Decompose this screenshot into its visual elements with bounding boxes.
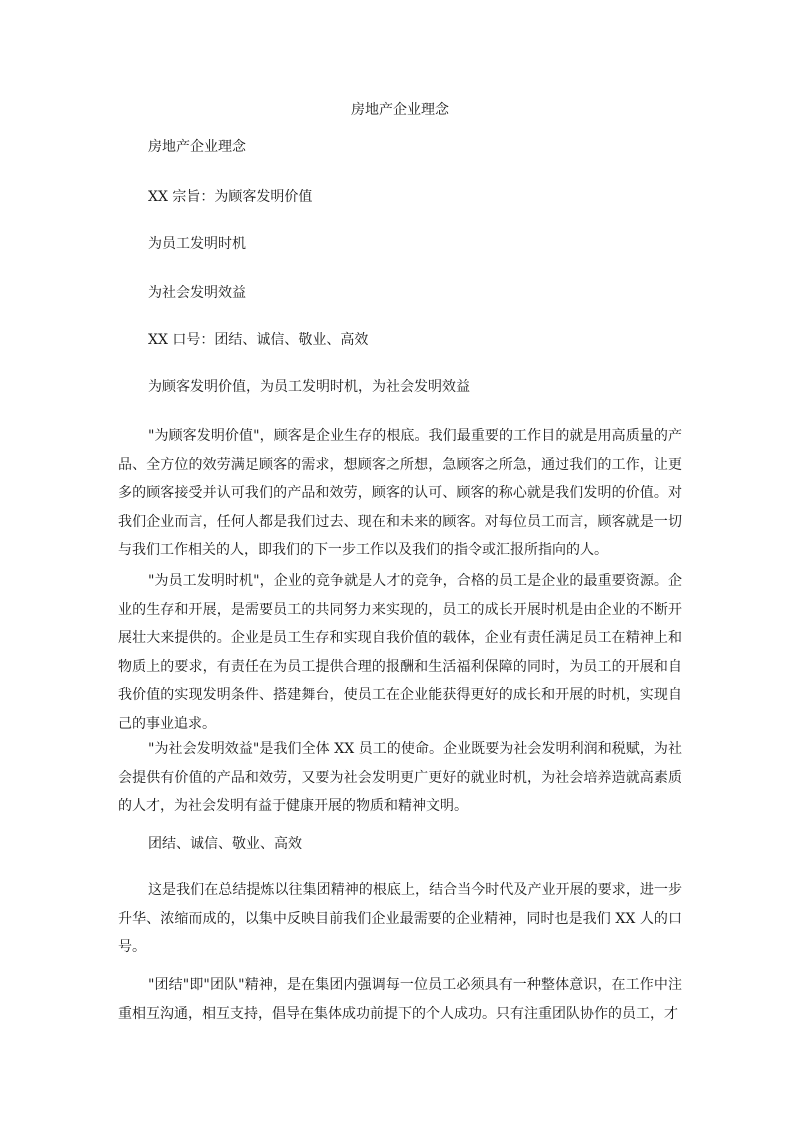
purpose-item-employee: 为员工发明时机 xyxy=(148,236,246,252)
document-title: 房地产企业理念 xyxy=(351,102,449,118)
paragraph-spirit: 这是我们在总结提炼以往集团精神的根底上，结合当今时代及产业开展的要求，进一步升华、浓缩而成的，以集中反映目前我们企业最需要的企业精神，同时也是我们 XX 人的口号。 xyxy=(118,882,682,955)
document-heading: 房地产企业理念 xyxy=(148,139,246,155)
paragraph-customer: "为顾客发明价值"，顾客是企业生存的根底。我们最重要的工作目的就是用高质量的产品、全方位的效劳满足顾客的需求，想顾客之所想，急顾客之所急，通过我们的工作，让更多的顾客接受并认可我们的产品和效劳，顾客的认可、顾客的称心就是我们发明的价值。对我们企业而言，任何人都是我们过去、现在和未来的顾客。对每位员工而言，顾客就是一切与我们工作相关的人，即我们的下一步工作以及我们的指令或汇报所指向的人。 xyxy=(118,428,682,558)
paragraph-unity: "团结"即"团队"精神，是在集团内强调每一位员工必须具有一种整体意识，在工作中注重相互沟通，相互支持，倡导在集体成功前提下的个人成功。只有注重团队协作的员工，才 xyxy=(118,977,682,1022)
purpose-item-society: 为社会发明效益 xyxy=(148,285,246,301)
spirit-line: 团结、诚信、敬业、高效 xyxy=(148,836,302,852)
purpose-line: XX 宗旨：为顾客发明价值 xyxy=(148,189,313,205)
paragraph-employee: "为员工发明时机"，企业的竞争就是人才的竞争，合格的员工是企业的最重要资源。企业的生存和开展，是需要员工的共同努力来实现的，员工的成长开展时机是由企业的不断开展壮大来提供的。企业是员工生存和实现自我价值的载体，企业有责任满足员工在精神上和物质上的要求，有责任在为员工提供合理的报酬和生活福利保障的同时，为员工的开展和自我价值的实现发明条件、搭建舞台，使员工在企业能获得更好的成长和开展的时机，实现自己的事业追求。 xyxy=(118,573,682,732)
paragraph-society: "为社会发明效益"是我们全体 XX 员工的使命。企业既要为社会发明利润和税赋，为社会提供有价值的产品和效劳，又要为社会发明更广更好的就业时机，为社会培养造就高素质的人才，为社会发明有益于健康开展的物质和精神文明。 xyxy=(118,741,682,814)
slogan-line: XX 口号：团结、诚信、敬业、高效 xyxy=(148,332,369,348)
summary-line: 为顾客发明价值，为员工发明时机，为社会发明效益 xyxy=(148,379,470,395)
